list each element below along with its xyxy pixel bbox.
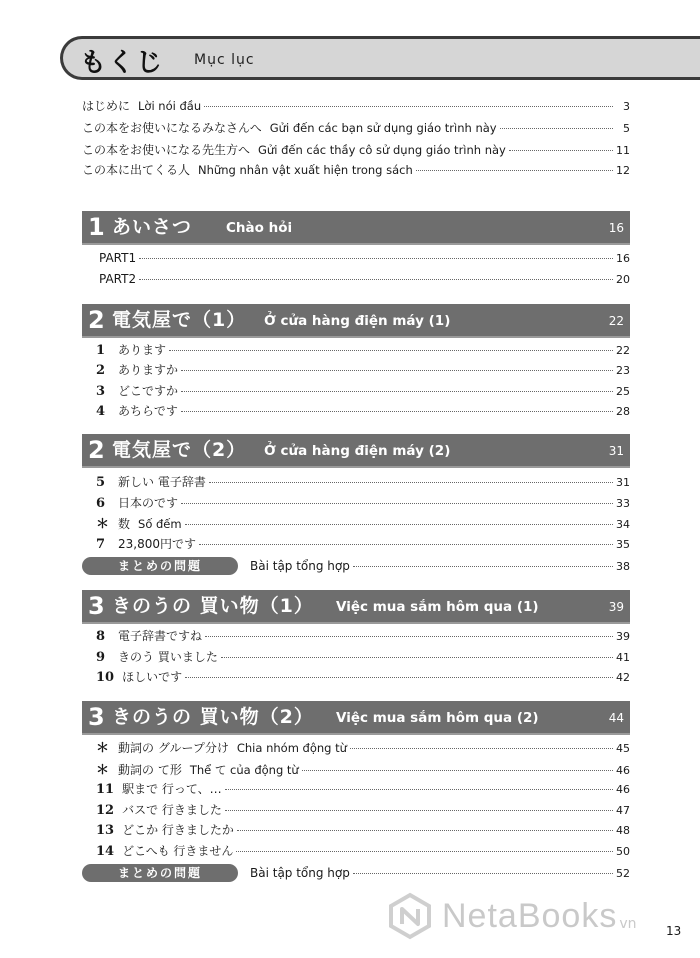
leader-dots: [225, 810, 613, 811]
page-number: 16: [616, 252, 630, 265]
toc-intro-row[interactable]: [82, 120, 630, 137]
summary-row[interactable]: [250, 558, 630, 575]
toc-item-row[interactable]: [96, 843, 630, 860]
toc-item-row[interactable]: [96, 383, 630, 400]
lesson-number: 6: [96, 496, 106, 511]
toc-item-title: ほしいです: [122, 670, 183, 684]
chapter-header[interactable]: [82, 434, 630, 468]
leader-dots: [139, 258, 613, 259]
toc-item-row[interactable]: [99, 250, 630, 267]
leader-dots: [181, 503, 613, 504]
leader-dots: [181, 411, 613, 412]
toc-entry-jp: この本に出てくる人: [82, 163, 191, 177]
toc-item-title: きのう 買いました: [118, 650, 218, 664]
toc-item-row[interactable]: [96, 342, 630, 359]
toc-item-title: 数: [118, 517, 131, 531]
toc-item-row[interactable]: [96, 474, 630, 491]
page-number: 46: [616, 783, 630, 796]
leader-dots: [204, 106, 613, 107]
leader-dots: [221, 657, 613, 658]
page-number: 23: [616, 364, 630, 377]
toc-item-row[interactable]: [96, 781, 630, 798]
toc-entry-vi: Những nhân vật xuất hiện trong sách: [198, 163, 413, 177]
leader-dots: [236, 851, 613, 852]
chapter-title-jp: きのうの 買い物（1）: [112, 595, 314, 617]
watermark-text: NetaBooks: [442, 896, 618, 935]
chapter-number: 2: [88, 306, 105, 334]
toc-item-row[interactable]: [96, 802, 630, 819]
summary-badge: まとめの問題: [82, 864, 238, 882]
toc-item-row[interactable]: [99, 271, 630, 288]
lesson-number: 7: [96, 537, 106, 552]
leader-dots: [185, 677, 613, 678]
toc-item-title: 動詞の グループ分け: [118, 741, 229, 755]
leader-dots: [237, 830, 613, 831]
toc-item-row[interactable]: [96, 403, 630, 420]
chapter-title-vi: Việc mua sắm hôm qua (2): [336, 710, 539, 726]
leader-dots: [181, 370, 613, 371]
page-subtitle: Mục lục: [194, 52, 255, 68]
toc-item-row[interactable]: [96, 649, 630, 666]
leader-dots: [169, 350, 613, 351]
toc-item-row[interactable]: [96, 762, 630, 779]
leader-dots: [353, 566, 613, 567]
page-number: 31: [616, 476, 630, 489]
chapter-page: 31: [608, 444, 624, 458]
toc-item-title: 新しい 電子辞書: [118, 475, 206, 489]
lesson-number: 9: [96, 650, 106, 665]
lesson-number: 13: [96, 823, 115, 838]
toc-entry-vi: Lời nói đầu: [138, 99, 202, 113]
chapter-title-jp: きのうの 買い物（2）: [112, 706, 314, 728]
lesson-number: 12: [96, 803, 115, 818]
page-number: 50: [616, 845, 630, 858]
page-number: 22: [616, 344, 630, 357]
chapter-header[interactable]: [82, 590, 630, 624]
lesson-marker: ＊: [96, 763, 110, 778]
leader-dots: [209, 482, 613, 483]
toc-entry-jp: この本をお使いになる先生方へ: [82, 143, 251, 157]
page-number: 42: [616, 671, 630, 684]
chapter-page: 39: [608, 600, 624, 614]
toc-item-title: ありますか: [118, 363, 179, 377]
page-number: 39: [616, 630, 630, 643]
toc-item-row[interactable]: [96, 516, 630, 533]
lesson-number: 8: [96, 629, 106, 644]
toc-item-title: どこですか: [118, 384, 179, 398]
page-number: 41: [616, 651, 630, 664]
page-number: 35: [616, 538, 630, 551]
toc-item-title: あちらです: [118, 404, 178, 418]
lesson-number: 2: [96, 363, 106, 378]
leader-dots: [181, 391, 613, 392]
lesson-marker: ＊: [96, 741, 110, 756]
lesson-number: 3: [96, 384, 106, 399]
summary-title: Bài tập tổng hợp: [250, 559, 350, 573]
leader-dots: [302, 770, 613, 771]
page-number: 34: [616, 518, 630, 531]
page-number: 11: [616, 144, 630, 157]
chapter-page: 22: [608, 314, 624, 328]
leader-dots: [199, 544, 613, 545]
toc-item-vi: Số đếm: [138, 517, 182, 531]
watermark: [386, 892, 637, 940]
leader-dots: [139, 279, 613, 280]
page-number: 52: [616, 867, 630, 880]
toc-intro-row[interactable]: [82, 98, 630, 115]
toc-item-title: 電子辞書ですね: [118, 629, 203, 643]
page-number: 33: [616, 497, 630, 510]
lesson-number: 5: [96, 475, 106, 490]
toc-item-row[interactable]: [96, 740, 630, 757]
lesson-number: 1: [96, 343, 106, 358]
lesson-number: 4: [96, 404, 106, 419]
chapter-page: 16: [608, 221, 624, 235]
page-number: 25: [616, 385, 630, 398]
chapter-title-jp: あいさつ: [112, 216, 193, 238]
chapter-title-jp: 電気屋で（2）: [112, 439, 247, 461]
toc-item-vi: Chia nhóm động từ: [236, 741, 347, 755]
leader-dots: [500, 128, 613, 129]
netabooks-logo-icon: [386, 892, 434, 940]
leader-dots: [353, 873, 613, 874]
page-number: 46: [616, 764, 630, 777]
toc-item-row[interactable]: [96, 362, 630, 379]
toc-item-title: どこか 行きましたか: [122, 823, 234, 837]
page-number: 48: [616, 824, 630, 837]
toc-item-title: あります: [118, 343, 167, 357]
toc-item-row[interactable]: [96, 669, 630, 686]
toc-item-title: バスで 行きました: [122, 803, 222, 817]
chapter-header[interactable]: [82, 701, 630, 735]
page-number-footer: 13: [666, 924, 682, 938]
page-number: 47: [616, 804, 630, 817]
toc-item-row[interactable]: [96, 628, 630, 645]
leader-dots: [185, 524, 613, 525]
page-number: 38: [616, 560, 630, 573]
toc-item-row[interactable]: [96, 822, 630, 839]
leader-dots: [416, 170, 613, 171]
page-title: もくじ: [80, 48, 165, 78]
watermark-suffix: vn: [619, 916, 637, 932]
chapter-header[interactable]: [82, 304, 630, 338]
toc-item-title: PART1: [99, 251, 137, 265]
leader-dots: [350, 748, 613, 749]
page-number: 3: [623, 100, 630, 113]
page-number: 20: [616, 273, 630, 286]
toc-item-title: どこへも 行きません: [122, 844, 234, 858]
toc-item-title: 動詞の て形: [118, 763, 182, 777]
leader-dots: [205, 636, 613, 637]
chapter-number: 1: [88, 213, 105, 241]
leader-dots: [225, 789, 613, 790]
page-number: 5: [623, 122, 630, 135]
chapter-title-vi: Việc mua sắm hôm qua (1): [336, 599, 539, 615]
lesson-number: 10: [96, 670, 115, 685]
leader-dots: [509, 150, 613, 151]
toc-intro-row[interactable]: [82, 142, 630, 159]
toc-item-title: 日本のです: [118, 496, 179, 510]
toc-entry-jp: この本をお使いになるみなさんへ: [82, 121, 262, 135]
lesson-number: 14: [96, 844, 115, 859]
chapter-number: 3: [88, 592, 105, 620]
toc-item-row[interactable]: [96, 536, 630, 553]
chapter-page: 44: [608, 711, 624, 725]
chapter-title-vi: Chào hỏi: [226, 220, 293, 236]
chapter-title-vi: Ở cửa hàng điện máy (2): [264, 443, 451, 459]
page-number: 28: [616, 405, 630, 418]
toc-entry-vi: Gửi đến các thầy cô sử dụng giáo trình này: [258, 143, 506, 157]
lesson-marker: ＊: [96, 517, 110, 532]
toc-item-vi: Thể て của động từ: [189, 763, 299, 777]
toc-entry-jp: はじめに: [82, 99, 131, 113]
chapter-title-jp: 電気屋で（1）: [112, 309, 247, 331]
chapter-number: 3: [88, 703, 105, 731]
summary-row[interactable]: [250, 865, 630, 882]
chapter-title-vi: Ở cửa hàng điện máy (1): [264, 313, 451, 329]
toc-item-title: PART2: [99, 272, 137, 286]
summary-badge: まとめの問題: [82, 557, 238, 575]
page-number: 45: [616, 742, 630, 755]
toc-entry-vi: Gửi đến các bạn sử dụng giáo trình này: [269, 121, 497, 135]
page-number: 12: [616, 164, 630, 177]
chapter-header[interactable]: [82, 211, 630, 245]
summary-title: Bài tập tổng hợp: [250, 866, 350, 880]
toc-item-row[interactable]: [96, 495, 630, 512]
toc-intro-row[interactable]: [82, 162, 630, 179]
toc-item-title: 23,800円です: [118, 537, 196, 551]
toc-item-title: 駅まで 行って、…: [122, 782, 222, 796]
lesson-number: 11: [96, 782, 115, 797]
chapter-number: 2: [88, 436, 105, 464]
